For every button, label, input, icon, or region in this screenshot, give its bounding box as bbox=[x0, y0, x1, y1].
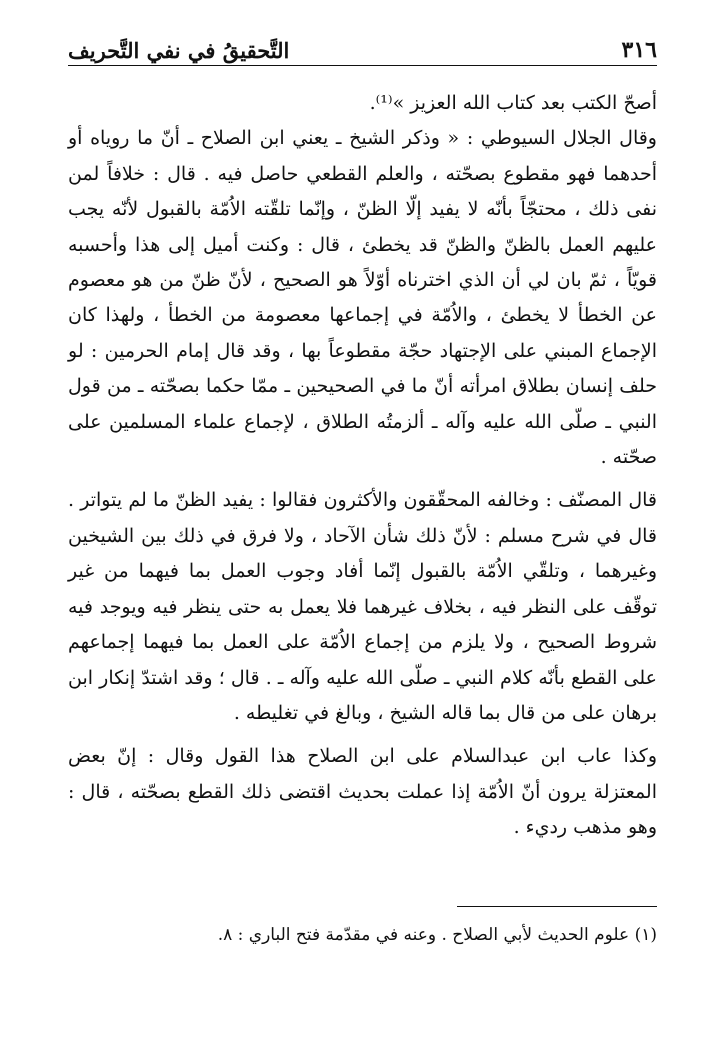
paragraph: وكذا عاب ابن عبدالسلام على ابن الصلاح هذا القول وقال : إنّ بعض المعتزلة يرون أنّ الاُمّة إذا عملت بحديث اقتضى ذلك القطع بصحّته ، قال : وهو مذهب رديء . bbox=[68, 745, 657, 839]
paragraph: أصحّ الكتب بعد كتاب الله العزيز »⁽¹⁾. bbox=[369, 92, 657, 114]
body-text bbox=[68, 86, 657, 846]
paragraph: قال المصنّف : وخالفه المحقّقون والأكثرون فقالوا : يفيد الظنّ ما لم يتواتر . قال في شرح مسلم : لأنّ ذلك شأن الآحاد ، ولا فرق في ذلك بين الشيخين وغيرهما ، وتلقّي الاُمّة بالقبول إنّما أفاد وجوب العمل بما فيهما من غير توقّف على النظر فيه ، بخلاف غيرهما فلا يعمل به حتى ينظر فيه ويوجد فيه شروط الصحيح ، ولا يلزم من إجماع الاُمّة على العمل بما فيهما إجماعهم على القطع بأنّه كلام النبي ـ صلّى الله عليه وآله ـ . قال ؛ وقد اشتدّ إنكار ابن برهان على من قال بما قاله الشيخ ، وبالغ في تغليطه . bbox=[68, 489, 657, 724]
paragraph: وقال الجلال السيوطي : « وذكر الشيخ ـ يعني ابن الصلاح ـ أنّ ما روياه أو أحدهما فهو مقطوع بصحّته ، والعلم القطعي حاصل فيه . قال : خلافاً لمن نفى ذلك ، محتجّاً بأنّه لا يفيد إلّا الظنّ ، وإنّما تلقّته الاُمّة بالقبول لأنّه يجب عليهم العمل بالظنّ والظنّ قد يخطئ ، قال : وكنت أميل إلى هذا وأحسبه قويّاً ، ثمّ بان لي أن الذي اخترناه أوّلاً هو الصحيح ، لأنّ ظنّ من هو معصوم عن الخطأ لا يخطئ ، والاُمّة في إجماعها معصومة من الخطأ ، ولهذا كان الإجماع المبني على الإجتهاد حجّة مقطوعاً بها ، وقد قال إمام الحرمين : لو حلف إنسان بطلاق امرأته أنّ ما في الصحيحين ـ ممّا حكما بصحّته ـ من قول النبي ـ صلّى الله عليه وآله ـ ألزمتُه الطلاق ، لإجماع علماء المسلمين على صحّته . bbox=[68, 127, 657, 469]
footnote: (١) علوم الحديث لأبي الصلاح . وعنه في مقدّمة فتح الباري : ٨. bbox=[217, 925, 657, 945]
footnote-divider bbox=[457, 906, 657, 907]
page-header bbox=[68, 30, 657, 66]
page-number: ٣١٦ bbox=[621, 37, 657, 63]
running-title: التَّحقيقُ في نفي التَّحريف bbox=[68, 38, 290, 63]
